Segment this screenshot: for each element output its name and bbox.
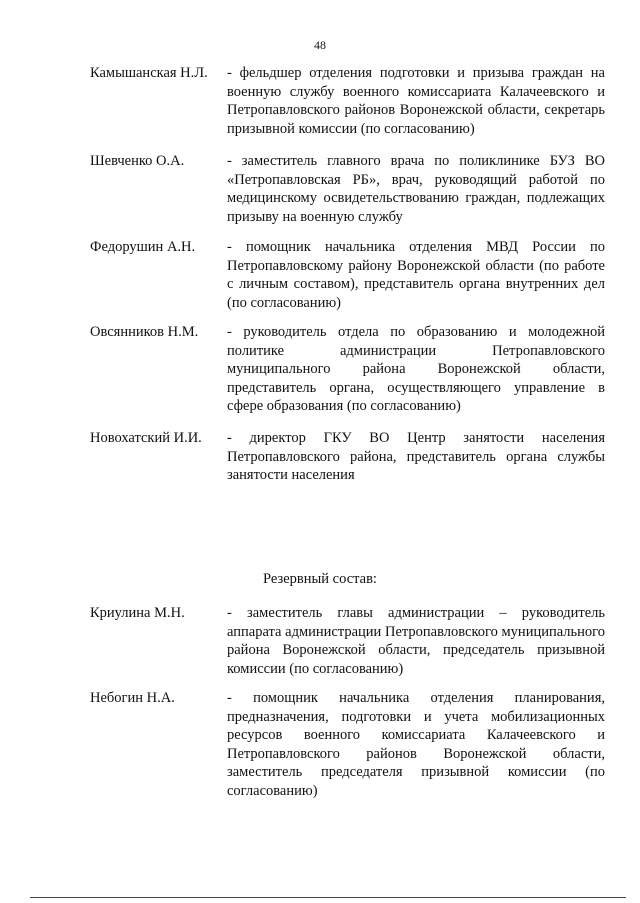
member-description: - заместитель главного врача по поликлинике БУЗ ВО «Петропавловская РБ», врач, руководящий работой по медицинскому освидетельствованию граждан, подлежащих призыву на военную службу bbox=[227, 153, 605, 225]
reserve-entry-kriulina bbox=[90, 604, 606, 678]
member-entry-kamyshanskaya bbox=[90, 64, 606, 138]
member-name: Небогин Н.А. bbox=[90, 690, 175, 706]
page-bottom-rule bbox=[30, 897, 626, 898]
member-entry-shevchenko bbox=[90, 152, 606, 226]
member-description: - помощник начальника отделения МВД России по Петропавловскому району Воронежской области (по работе с личным составом), представитель органа внутренних дел (по согласованию) bbox=[227, 239, 605, 311]
member-description: - директор ГКУ ВО Центр занятости населения Петропавловского района, представитель органа службы занятости населения bbox=[227, 430, 605, 483]
member-entry-ovsyannikov bbox=[90, 323, 606, 416]
member-name: Камышанская Н.Л. bbox=[90, 65, 208, 81]
member-description: - помощник начальника отделения планирования, предназначения, подготовки и учета мобилизационных ресурсов военного комиссариата Калачеевского и Петропавловского районов Воронежской области, заместитель председателя призывной комиссии (по согласованию) bbox=[227, 690, 605, 799]
member-name: Новохатский И.И. bbox=[90, 430, 202, 446]
reserve-section-title: Резервный состав: bbox=[263, 571, 377, 587]
member-entry-fedorushin bbox=[90, 238, 606, 312]
member-name: Шевченко О.А. bbox=[90, 153, 185, 169]
member-name: Федорушин А.Н. bbox=[90, 239, 196, 255]
member-description: - заместитель главы администрации – руководитель аппарата администрации Петропавловского муниципального района Воронежской области, председатель призывной комиссии (по согласованию) bbox=[227, 605, 605, 677]
member-name: Криулина М.Н. bbox=[90, 605, 185, 621]
member-entry-novokhatsky bbox=[90, 429, 606, 485]
member-description: - руководитель отдела по образованию и молодежной политике администрации Петропавловского муниципального района Воронежской области, представитель органа, осуществляющего управление в сфере образования (по согласованию) bbox=[227, 324, 605, 414]
reserve-entry-nebogin bbox=[90, 689, 606, 800]
member-description: - фельдшер отделения подготовки и призыва граждан на военную службу военного комиссариата Калачеевского и Петропавловского районов Воронежской области, секретарь призывной комиссии (по согласованию) bbox=[227, 65, 605, 137]
member-name: Овсянников Н.М. bbox=[90, 324, 199, 340]
page-number: 48 bbox=[314, 38, 326, 52]
